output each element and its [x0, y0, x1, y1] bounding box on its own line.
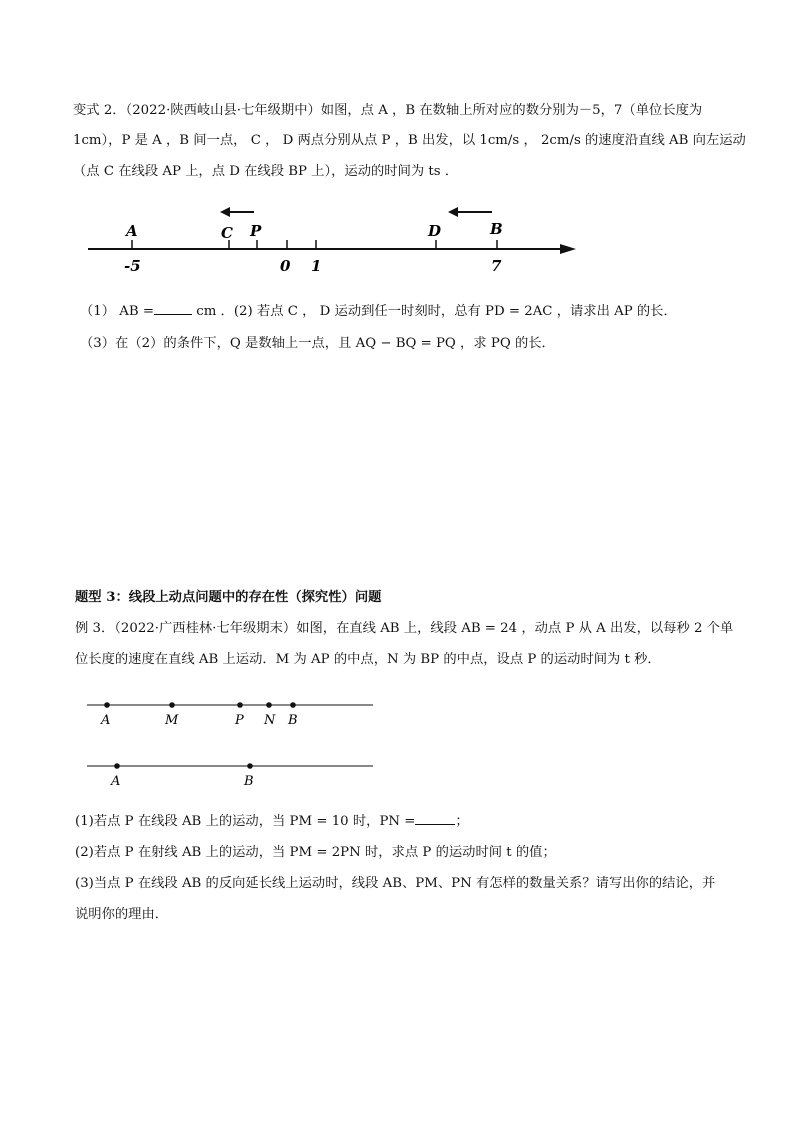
fig2-label-b: B — [244, 774, 254, 789]
answer-blank-pn[interactable] — [415, 812, 455, 825]
segment-figure-1 — [85, 695, 385, 731]
fig1-label-m: M — [165, 713, 179, 728]
left-arrow-c-icon — [220, 207, 254, 217]
q1-prefix: （1） AB = — [80, 304, 155, 319]
label-minus5: -5 — [124, 257, 141, 275]
left-arrow-d-icon — [448, 207, 492, 217]
variant2-question-3: （3）在（2）的条件下，Q 是数轴上一点，且 AQ − BQ = PQ ，求 PQ 的长． — [80, 336, 555, 351]
example3-question-2: (2)若点 P 在射线 AB 上的运动，当 PM = 2PN 时，求点 P 的运动时间 t 的值； — [75, 845, 556, 860]
type3-heading: 题型 3：线段上动点问题中的存在性（探究性）问题 — [75, 590, 382, 605]
q1-suffix: cm ．(2) 若点 C ， D 运动到任一时刻时，总有 PD = 2AC ，请求出 AP 的长． — [196, 304, 677, 319]
label-p: P — [250, 222, 262, 240]
fig1-label-a: A — [101, 713, 111, 728]
label-0: 0 — [280, 257, 291, 275]
label-7: 7 — [491, 257, 502, 275]
label-c: C — [221, 224, 233, 242]
fig1-label-p: P — [235, 713, 244, 728]
axis-arrow-icon — [560, 244, 576, 254]
ex-q1-suffix: ； — [455, 814, 469, 829]
label-1: 1 — [311, 257, 322, 275]
number-line-figure — [80, 200, 590, 280]
example3-line-1: 例 3．（2022·广西桂林·七年级期末）如图，在直线 AB 上，线段 AB = 24 ，动点 P 从 A 出发，以每秒 2 个单 — [75, 621, 734, 636]
variant2-question-1-2 — [80, 302, 677, 322]
example3-question-3-line-2: 说明你的理由． — [75, 907, 169, 922]
ex-q1-prefix: (1)若点 P 在线段 AB 上的运动，当 PM = 10 时，PN = — [75, 814, 416, 829]
answer-blank-ab[interactable] — [154, 302, 192, 315]
example3-question-1 — [75, 812, 469, 832]
segment-figure-2 — [85, 756, 385, 792]
label-b: B — [490, 220, 503, 238]
example3-line-2: 位长度的速度在直线 AB 上运动．M 为 AP 的中点，N 为 BP 的中点，设点 P 的运动时间为 t 秒． — [75, 652, 661, 667]
label-d: D — [428, 222, 442, 240]
fig2-label-a: A — [111, 774, 121, 789]
variant2-line-1: 变式 2．（2022·陕西岐山县·七年级期中）如图，点 A ，B 在数轴上所对应的数分别为－5，7（单位长度为 — [73, 103, 703, 118]
label-a: A — [126, 222, 138, 240]
variant2-line-2: 1cm），P 是 A ，B 间一点， C ， D 两点分别从点 P ，B 出发，以 1cm/s ， 2cm/s 的速度沿直线 AB 向左运动 — [73, 133, 746, 148]
variant2-line-3: （点 C 在线段 AP 上，点 D 在线段 BP 上），运动的时间为 ts ． — [73, 164, 459, 179]
example3-question-3-line-1: (3)当点 P 在线段 AB 的反向延长线上运动时，线段 AB、PM、PN 有怎样的数量关系？请写出你的结论，并 — [75, 876, 716, 891]
fig1-label-n: N — [264, 713, 276, 728]
fig1-label-b: B — [288, 713, 298, 728]
